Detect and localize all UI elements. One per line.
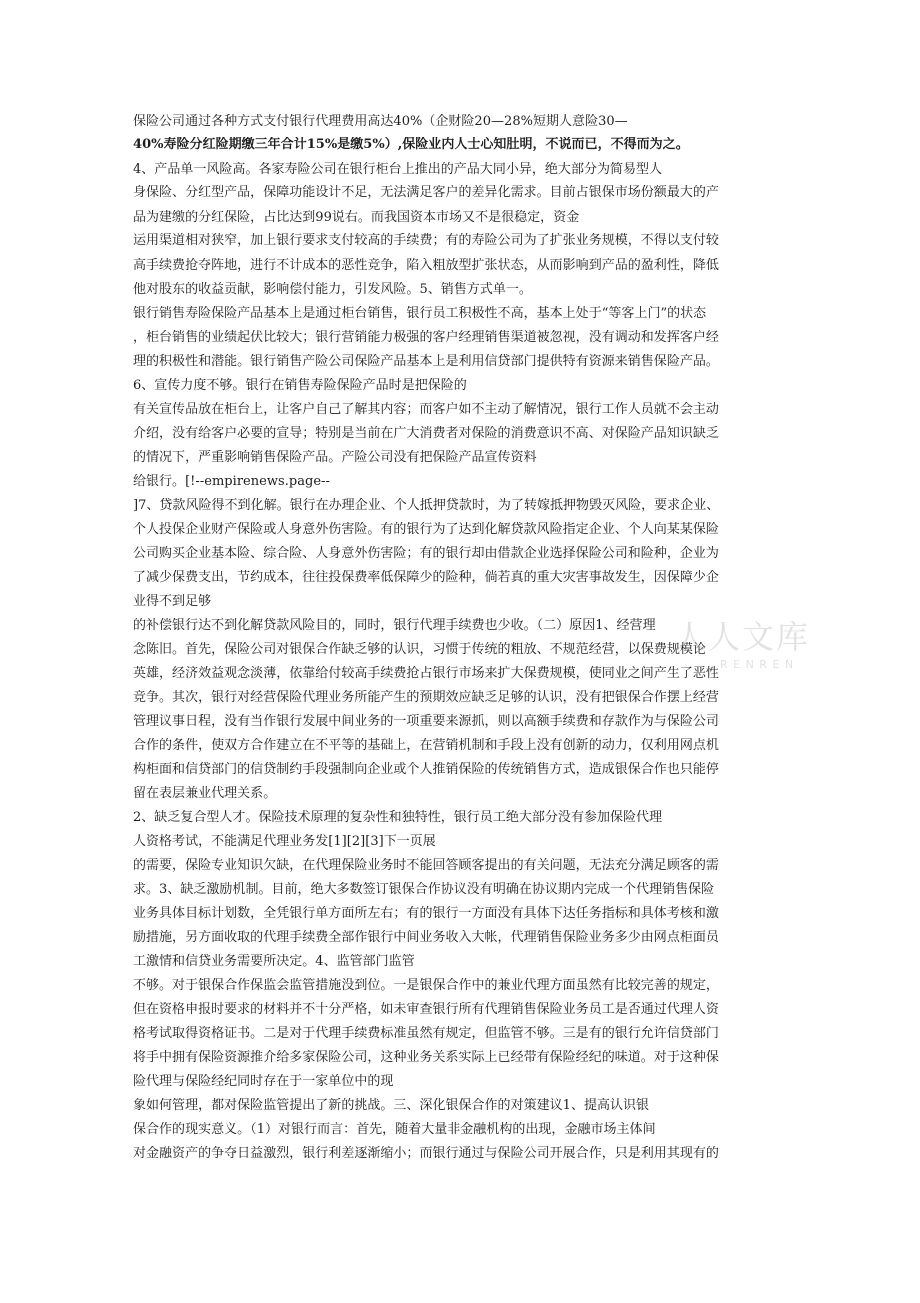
text-line: 格考试取得资格证书。二是对于代理手续费标准虽然有规定，但监管不够。三是有的银行允许信贷部门 <box>133 1026 719 1041</box>
text-line: 英雄，经济效益观念淡薄，依靠给付较高手续费抢占银行市场来扩大保费规模，使同业之间产生了恶性 <box>133 666 719 681</box>
text-line: 业务具体目标计划数，全凭银行单方面所左右；有的银行一方面没有具体下达任务指标和具体考核和激 <box>133 906 719 921</box>
text-line: ，柜台销售的业绩起伏比较大；银行营销能力极强的客户经理销售渠道被忽视，没有调动和发挥客户经 <box>133 330 719 345</box>
text-line: 管理议事日程，没有当作银行发展中间业务的一项重要来源抓，则以高额手续费和存款作为与保险公司 <box>133 714 719 729</box>
text-line: 4、产品单一风险高。各家寿险公司在银行柜台上推出的产品大同小异，绝大部分为简易型人 <box>133 162 663 177</box>
text-line: 银行销售寿险保险产品基本上是通过柜台销售，银行员工积极性不高，基本上处于“等客上门”的状态 <box>133 306 707 321</box>
text-line: ]7、贷款风险得不到化解。银行在办理企业、个人抵押贷款时，为了转嫁抵押物毁灭风险，要求企业、 <box>133 498 720 513</box>
text-line: 将手中拥有保险资源推介给多家保险公司，这种业务关系实际上已经带有保险经纪的味道。对于这种保 <box>133 1050 719 1065</box>
text-line: 保合作的现实意义。（1）对银行而言：首先，随着大量非金融机构的出现，金融市场主体间 <box>133 1122 656 1137</box>
text-line: 求。3、缺乏激励机制。目前，绝大多数签订银保合作协议没有明确在协议期内完成一个代理销售保险 <box>133 882 715 897</box>
text-line: 公司购买企业基本险、综合险、人身意外伤害险；有的银行却由借款企业选择保险公司和险种，企业为 <box>133 546 719 561</box>
text-line: 2、缺乏复合型人才。保险技术原理的复杂性和独特性，银行员工绝大部分没有参加保险代理 <box>133 810 663 825</box>
text-line: 介绍，没有给客户必要的宣导；特别是当前在广大消费者对保险的消费意识不高、对保险产品知识缺乏 <box>133 426 719 441</box>
text-line: 险代理与保险经纪同时存在于一家单位中的现 <box>133 1074 394 1089</box>
text-line: 对金融资产的争夺日益激烈，银行利差逐渐缩小；而银行通过与保险公司开展合作，只是利用其现有的 <box>133 1146 719 1161</box>
text-line: 励措施，另方面收取的代理手续费全部作银行中间业务收入大帐，代理销售保险业务多少由网点柜面员 <box>133 930 719 945</box>
text-line: 业得不到足够 <box>133 594 212 609</box>
watermark-subtext: R E N R E N <box>720 658 795 671</box>
watermark-text: 人人文库 <box>674 618 811 656</box>
text-line: 人资格考试，不能满足代理业务发[1][2][3]下一页展 <box>133 834 436 849</box>
text-line: 竞争。其次，银行对经营保险代理业务所能产生的预期效应缺乏足够的认识，没有把银保合作摆上经营 <box>133 690 719 705</box>
text-line: 理的积极性和潜能。银行销售产险公司保险产品基本上是利用信贷部门提供特有资源来销售保险产品。 <box>133 354 719 369</box>
text-line: 构柜面和信贷部门的信贷制约手段强制向企业或个人推销保险的传统销售方式，造成银保合作也只能停 <box>133 762 719 777</box>
text-line: 工激情和信贷业务需要所决定。4、监管部门监管 <box>133 954 415 969</box>
text-line: 身保险、分红型产品，保障功能设计不足，无法满足客户的差异化需求。目前占银保市场份额最大的产 <box>133 185 719 200</box>
text-line: 6、宣传力度不够。银行在销售寿险保险产品时是把保险的 <box>133 378 467 393</box>
text-line: 品为建缴的分红保险，占比达到99说右。而我国资本市场又不是很稳定，资金 <box>133 210 580 225</box>
text-line: 但在资格申报时要求的材料并不十分严格，如未审查银行所有代理销售保险业务员工是否通过代理人资 <box>133 1002 719 1017</box>
text-line: 运用渠道相对狭窄，加上银行要求支付较高的手续费；有的寿险公司为了扩张业务规模，不得以支付较 <box>133 233 719 248</box>
text-line: 给银行。[!--empirenews.page-- <box>133 474 330 489</box>
text-line: 他对股东的收益贡献，影响偿付能力，引发风险。5、销售方式单一。 <box>133 282 532 297</box>
text-line: 40%寿险分红险期缴三年合计15%是缴5%）,保险业内人士心知肚明，不说而已，不得而为之。 <box>133 137 689 152</box>
text-line: 个人投保企业财产保险或人身意外伤害险。有的银行为了达到化解贷款风险指定企业、个人向某某保险 <box>133 522 719 537</box>
text-line: 高手续费抢夺阵地，进行不计成本的恶性竞争，陷入粗放型扩张状态，从而影响到产品的盈利性，降低 <box>133 258 719 273</box>
text-line: 留在表层兼业代理关系。 <box>133 786 277 801</box>
text-line: 不够。对于银保合作保监会监管措施没到位。一是银保合作中的兼业代理方面虽然有比较完善的规定， <box>133 978 719 993</box>
text-line: 的补偿银行达不到化解贷款风险目的，同时，银行代理手续费也少收。（二）原因1、经营理 <box>133 618 656 633</box>
text-line: 象如何管理，都对保险监管提出了新的挑战。三、深化银保合作的对策建议1、提高认识银 <box>133 1098 650 1113</box>
text-line: 了减少保费支出，节约成本，往往投保费率低保障少的险种，倘若真的重大灾害事故发生，因保障少企 <box>133 570 719 585</box>
text-line: 念陈旧。首先，保险公司对银保合作缺乏够的认识，习惯于传统的粗放、不规范经营，以保费规模论 <box>133 642 706 657</box>
text-line: 的情况下，严重影响销售保险产品。产险公司没有把保险产品宣传资料 <box>133 450 537 465</box>
text-line: 保险公司通过各种方式支付银行代理费用高达40%（企财险20—28%短期人意险30— <box>133 114 628 129</box>
text-line: 有关宣传品放在柜台上，让客户自己了解其内容；而客户如不主动了解情况，银行工作人员就不会主动 <box>133 402 719 417</box>
text-line: 合作的条件，使双方合作建立在不平等的基础上，在营销机制和手段上没有创新的动力，仅利用网点机 <box>133 738 719 753</box>
text-line: 的需要，保险专业知识欠缺，在代理保险业务时不能回答顾客提出的有关问题，无法充分满足顾客的需 <box>133 858 719 873</box>
